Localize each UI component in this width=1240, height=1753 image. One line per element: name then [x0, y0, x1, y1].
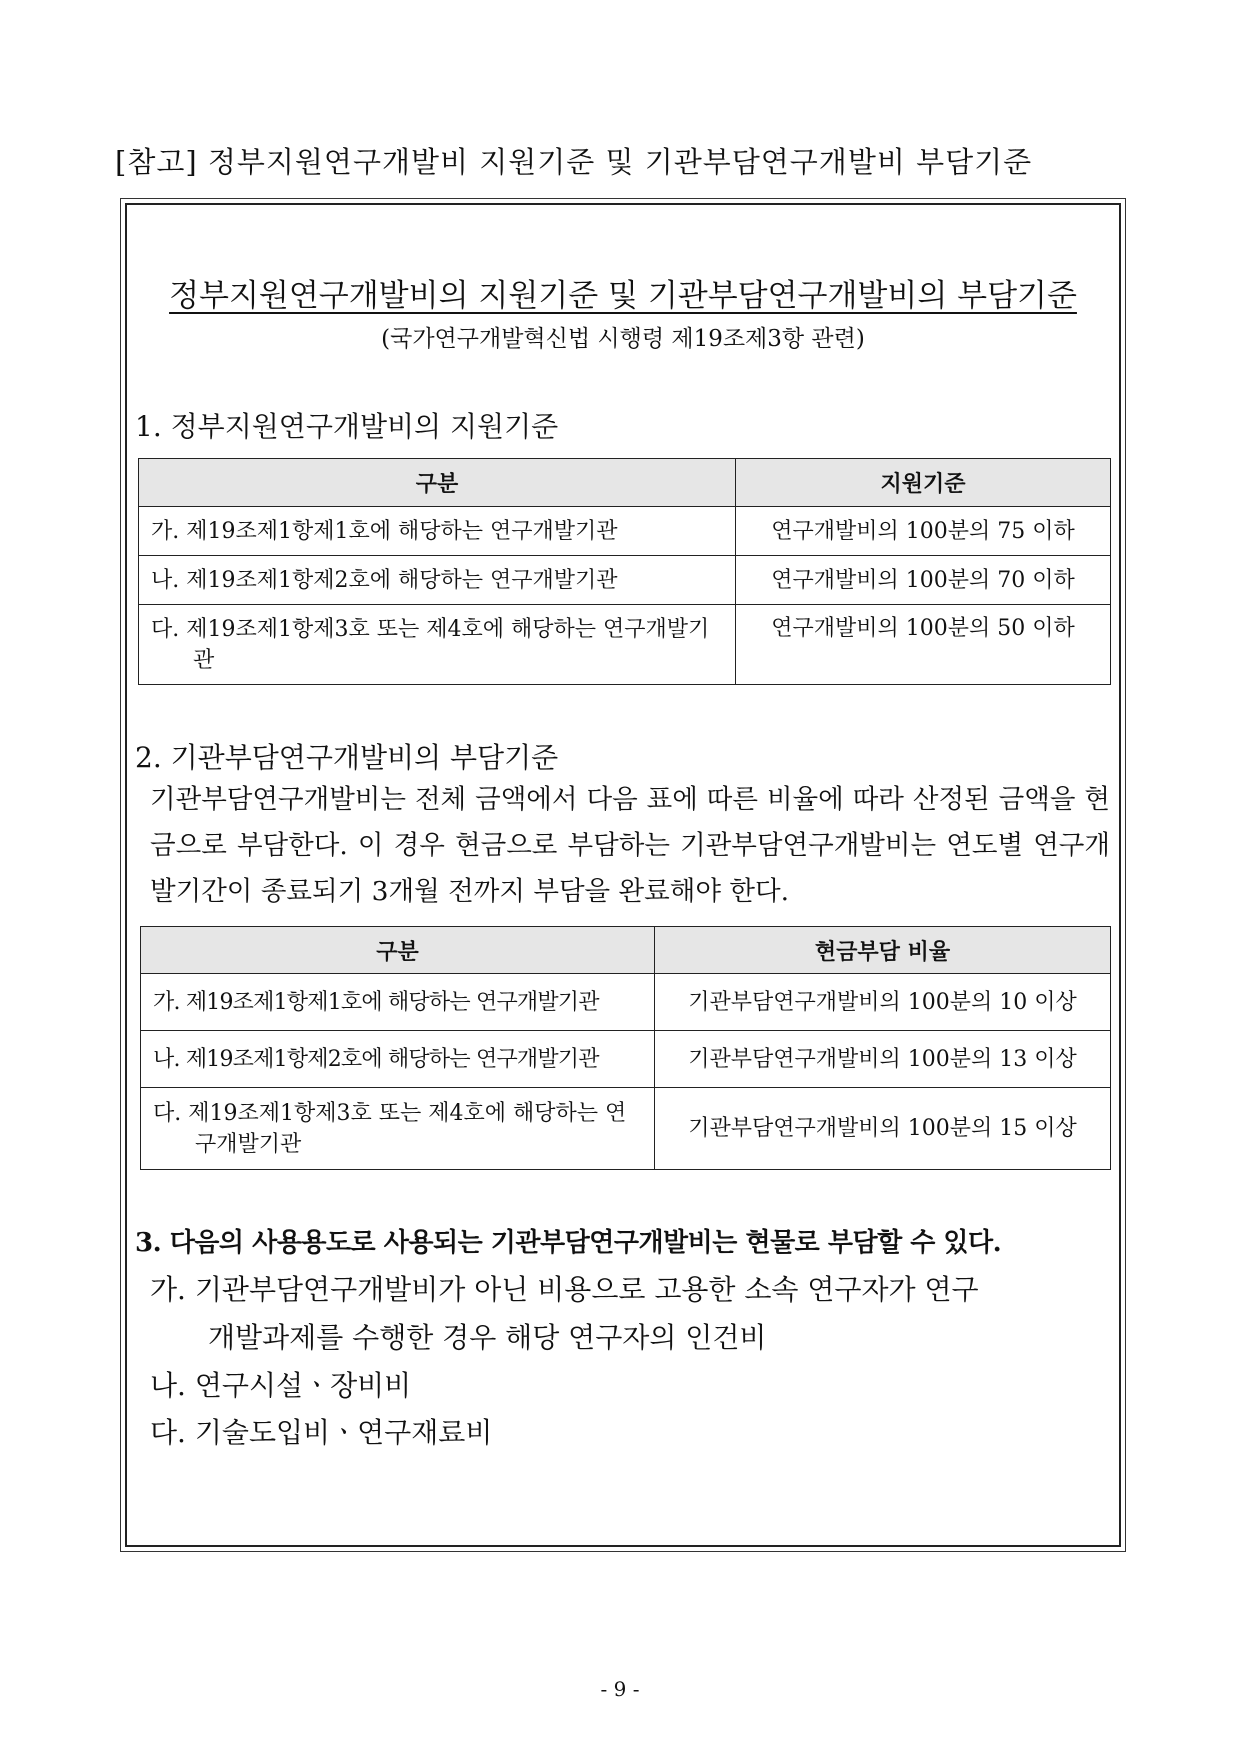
- section1-heading: 1. 정부지원연구개발비의 지원기준: [135, 410, 559, 443]
- table-row: [141, 1088, 1111, 1170]
- list-item: 나. 연구시설ㆍ장비비: [150, 1369, 412, 1402]
- row-category-text: 다. 제19조제1항제3호 또는 제4호에 해당하는 연구개발기관: [153, 1100, 627, 1157]
- table-row: [141, 974, 1111, 1031]
- row-category-text: 다. 제19조제1항제3호 또는 제4호에 해당하는 연구개발기관: [151, 616, 710, 673]
- row-category: 가. 제19조제1항제1호에 해당하는 연구개발기관: [139, 507, 736, 556]
- table-row: [139, 507, 1111, 556]
- row-value: 연구개발비의 100분의 50 이하: [736, 605, 1111, 685]
- subtitle: (국가연구개발혁신법 시행령 제19조제3항 관련): [381, 326, 865, 352]
- row-value: 기관부담연구개발비의 100분의 10 이상: [655, 974, 1111, 1031]
- row-category: [141, 1088, 655, 1170]
- row-category: [139, 605, 736, 685]
- support-criteria-table: [138, 458, 1111, 685]
- row-category: 나. 제19조제1항제2호에 해당하는 연구개발기관: [139, 556, 736, 605]
- section2-paragraph: 기관부담연구개발비는 전체 금액에서 다음 표에 따른 비율에 따라 산정된 금액을 현금으로 부담한다. 이 경우 현금으로 부담하는 기관부담연구개발비는 연도별 연구개발기간이 종료되기 3개월 전까지 부담을 완료해야 한다.: [150, 784, 1110, 907]
- list-item: 다. 기술도입비ㆍ연구재료비: [150, 1416, 493, 1449]
- main-title-text: 정부지원연구개발비의 지원기준 및 기관부담연구개발비의 부담기준: [169, 278, 1077, 314]
- list-item-continuation: 개발과제를 수행한 경우 해당 연구자의 인건비: [208, 1321, 767, 1354]
- table-row: [139, 605, 1111, 685]
- cash-ratio-table: [140, 926, 1111, 1170]
- table-row: [139, 556, 1111, 605]
- header-criteria: 지원기준: [736, 459, 1111, 507]
- section3-heading: 3. 다음의 사용용도로 사용되는 기관부담연구개발비는 현물로 부담할 수 있다.: [135, 1228, 1002, 1258]
- header-category: 구분: [139, 459, 736, 507]
- page-heading: [참고] 정부지원연구개발비 지원기준 및 기관부담연구개발비 부담기준: [115, 145, 1033, 179]
- header-cash-ratio: 현금부담 비율: [655, 927, 1111, 974]
- row-value: 연구개발비의 100분의 70 이하: [736, 556, 1111, 605]
- table-header-row: [141, 927, 1111, 974]
- header-category: 구분: [141, 927, 655, 974]
- row-value: 기관부담연구개발비의 100분의 13 이상: [655, 1031, 1111, 1088]
- row-category: 가. 제19조제1항제1호에 해당하는 연구개발기관: [141, 974, 655, 1031]
- row-category: 나. 제19조제1항제2호에 해당하는 연구개발기관: [141, 1031, 655, 1088]
- row-value: 연구개발비의 100분의 75 이하: [736, 507, 1111, 556]
- table-header-row: [139, 459, 1111, 507]
- page-number: - 9 -: [600, 1677, 640, 1701]
- main-title: [125, 270, 1121, 315]
- table-row: [141, 1031, 1111, 1088]
- section2-heading: 2. 기관부담연구개발비의 부담기준: [135, 741, 559, 774]
- row-value: 기관부담연구개발비의 100분의 15 이상: [655, 1088, 1111, 1170]
- list-item: 가. 기관부담연구개발비가 아닌 비용으로 고용한 소속 연구자가 연구: [150, 1273, 979, 1306]
